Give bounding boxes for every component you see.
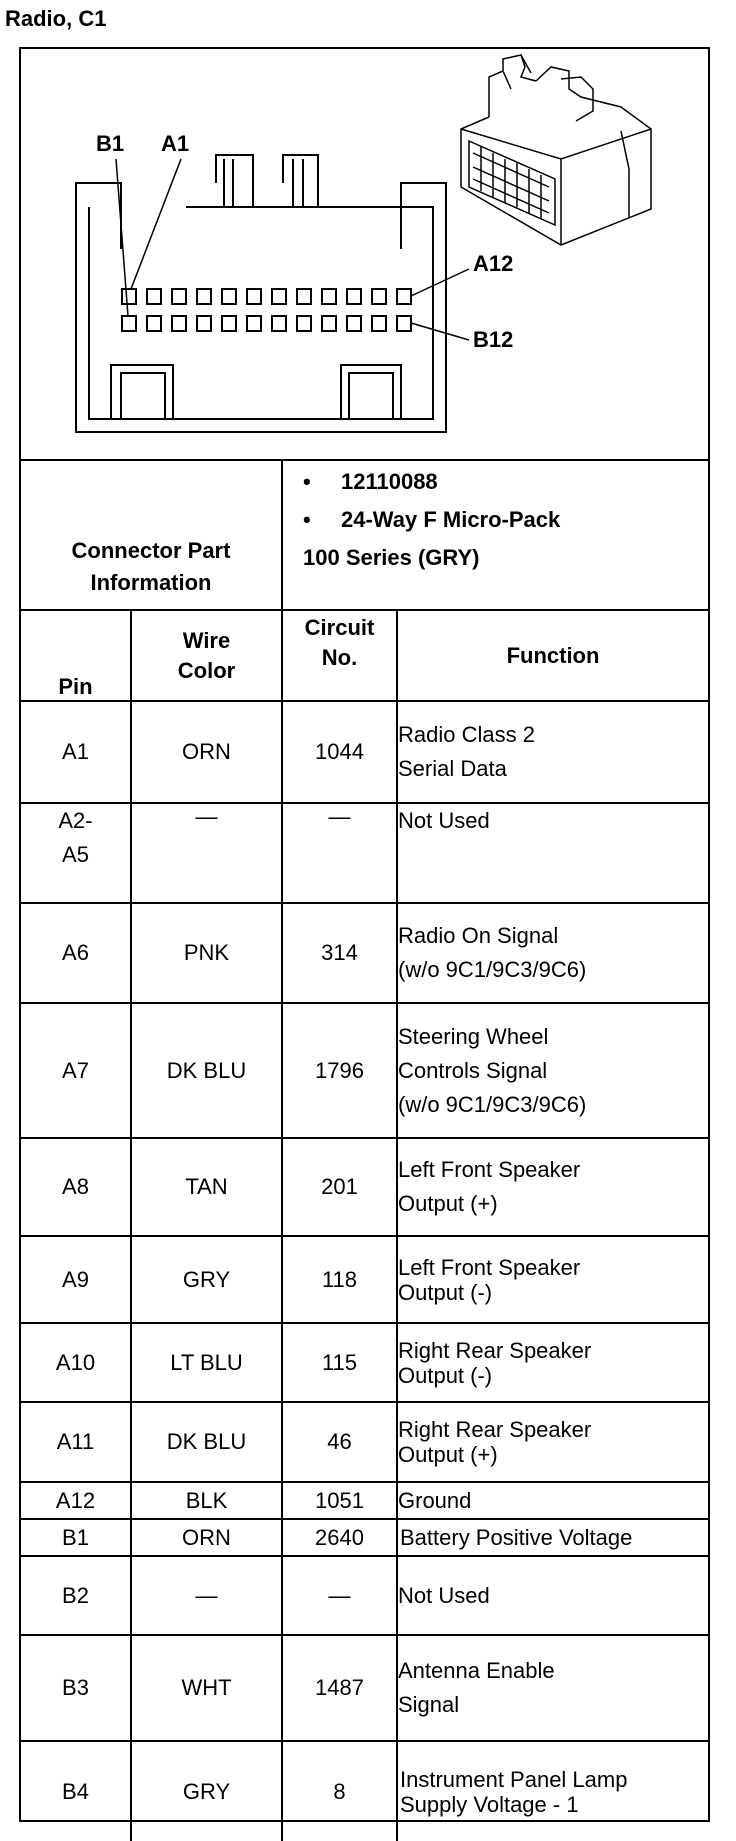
- info-label-line: Information: [90, 570, 212, 595]
- cell-function: Ground: [397, 1482, 708, 1519]
- cell-function: Not Used: [397, 1556, 708, 1635]
- table-row: [21, 1519, 708, 1556]
- cell-function: Instrument Panel Lamp Supply Voltage - 1: [397, 1741, 708, 1841]
- cell-wire-color: —: [131, 1556, 282, 1635]
- table-row: [21, 803, 708, 903]
- connector-sheet: [19, 47, 710, 1822]
- cell-circuit-no: —: [282, 803, 397, 903]
- cell-circuit-no: —: [282, 1556, 397, 1635]
- label-b12: B12: [473, 327, 514, 352]
- cell-function: Not Used: [397, 803, 708, 903]
- label-a12: A12: [473, 251, 514, 276]
- pin-cavities: [122, 289, 411, 331]
- cell-circuit-no: 1051: [282, 1482, 397, 1519]
- table-row: [21, 1323, 708, 1402]
- cell-circuit-no: 201: [282, 1138, 397, 1236]
- table-row: [21, 1741, 708, 1841]
- connector-series: 100 Series (GRY): [303, 545, 480, 570]
- cell-pin: A8: [21, 1138, 131, 1236]
- cell-wire-color: GRY: [131, 1236, 282, 1323]
- info-label-line: Connector Part: [71, 538, 231, 563]
- cell-wire-color: TAN: [131, 1138, 282, 1236]
- cell-wire-color: ORN: [131, 1519, 282, 1556]
- table-row: [21, 1236, 708, 1323]
- cell-wire-color: DK BLU: [131, 1003, 282, 1138]
- connector-face-drawing: [21, 49, 708, 459]
- cell-circuit-no: 1796: [282, 1003, 397, 1138]
- cell-pin: B1: [21, 1519, 131, 1556]
- cell-function: Radio Class 2 Serial Data: [397, 701, 708, 803]
- cell-function: Right Rear Speaker Output (-): [397, 1323, 708, 1402]
- cell-wire-color: DK BLU: [131, 1402, 282, 1482]
- cell-function: Steering Wheel Controls Signal (w/o 9C1/9C3/9C6): [397, 1003, 708, 1138]
- connector-type: 24-Way F Micro-Pack: [341, 507, 561, 532]
- cell-function: Radio On Signal (w/o 9C1/9C3/9C6): [397, 903, 708, 1003]
- table-row: [21, 1138, 708, 1236]
- cell-wire-color: GRY: [131, 1741, 282, 1841]
- connector-isometric-icon: [461, 55, 651, 245]
- cell-function: Left Front Speaker Output (-): [397, 1236, 708, 1323]
- cell-pin: A2- A5: [21, 803, 131, 903]
- label-b1: B1: [96, 131, 125, 156]
- cell-pin: B4: [21, 1741, 131, 1841]
- cell-wire-color: —: [131, 803, 282, 903]
- table-row: [21, 701, 708, 803]
- cell-wire-color: PNK: [131, 903, 282, 1003]
- label-a1: A1: [161, 131, 190, 156]
- cell-function: Antenna Enable Signal: [397, 1635, 708, 1741]
- connector-info-values: [285, 461, 708, 609]
- cell-function: Battery Positive Voltage: [397, 1519, 708, 1556]
- pinout-table: [21, 611, 708, 1841]
- table-row: [21, 1003, 708, 1138]
- cell-circuit-no: 1044: [282, 701, 397, 803]
- cell-circuit-no: 314: [282, 903, 397, 1003]
- table-row: [21, 1402, 708, 1482]
- cell-circuit-no: 115: [282, 1323, 397, 1402]
- cell-pin: A11: [21, 1402, 131, 1482]
- cell-circuit-no: 1487: [282, 1635, 397, 1741]
- cell-function: Left Front Speaker Output (+): [397, 1138, 708, 1236]
- table-row: [21, 903, 708, 1003]
- cell-function: Right Rear Speaker Output (+): [397, 1402, 708, 1482]
- cell-pin: A7: [21, 1003, 131, 1138]
- cell-pin: A9: [21, 1236, 131, 1323]
- table-header-row: [21, 611, 708, 701]
- cell-circuit-no: 118: [282, 1236, 397, 1323]
- connector-diagram: [21, 49, 708, 461]
- header-circuit-no: Circuit No.: [282, 611, 397, 701]
- cell-circuit-no: 46: [282, 1402, 397, 1482]
- connector-type-line: [303, 507, 560, 533]
- header-wire-color: Wire Color: [131, 611, 282, 701]
- page-title: Radio, C1: [5, 6, 107, 31]
- part-number-line: [303, 469, 438, 495]
- cell-circuit-no: 8: [282, 1741, 397, 1841]
- cell-pin: A6: [21, 903, 131, 1003]
- connector-part-information: [21, 461, 708, 611]
- cell-pin: B3: [21, 1635, 131, 1741]
- header-pin: Pin: [21, 611, 131, 701]
- part-number: 12110088: [341, 469, 438, 494]
- cell-wire-color: WHT: [131, 1635, 282, 1741]
- cell-wire-color: LT BLU: [131, 1323, 282, 1402]
- cell-wire-color: ORN: [131, 701, 282, 803]
- table-row: [21, 1556, 708, 1635]
- cell-wire-color: BLK: [131, 1482, 282, 1519]
- cell-pin: A12: [21, 1482, 131, 1519]
- cell-circuit-no: 2640: [282, 1519, 397, 1556]
- connector-info-label: [21, 461, 283, 609]
- bullet: •: [303, 507, 311, 532]
- header-function: Function: [397, 611, 708, 701]
- table-row: [21, 1635, 708, 1741]
- bullet: •: [303, 469, 311, 494]
- cell-pin: A10: [21, 1323, 131, 1402]
- table-row: [21, 1482, 708, 1519]
- cell-pin: B2: [21, 1556, 131, 1635]
- cell-pin: A1: [21, 701, 131, 803]
